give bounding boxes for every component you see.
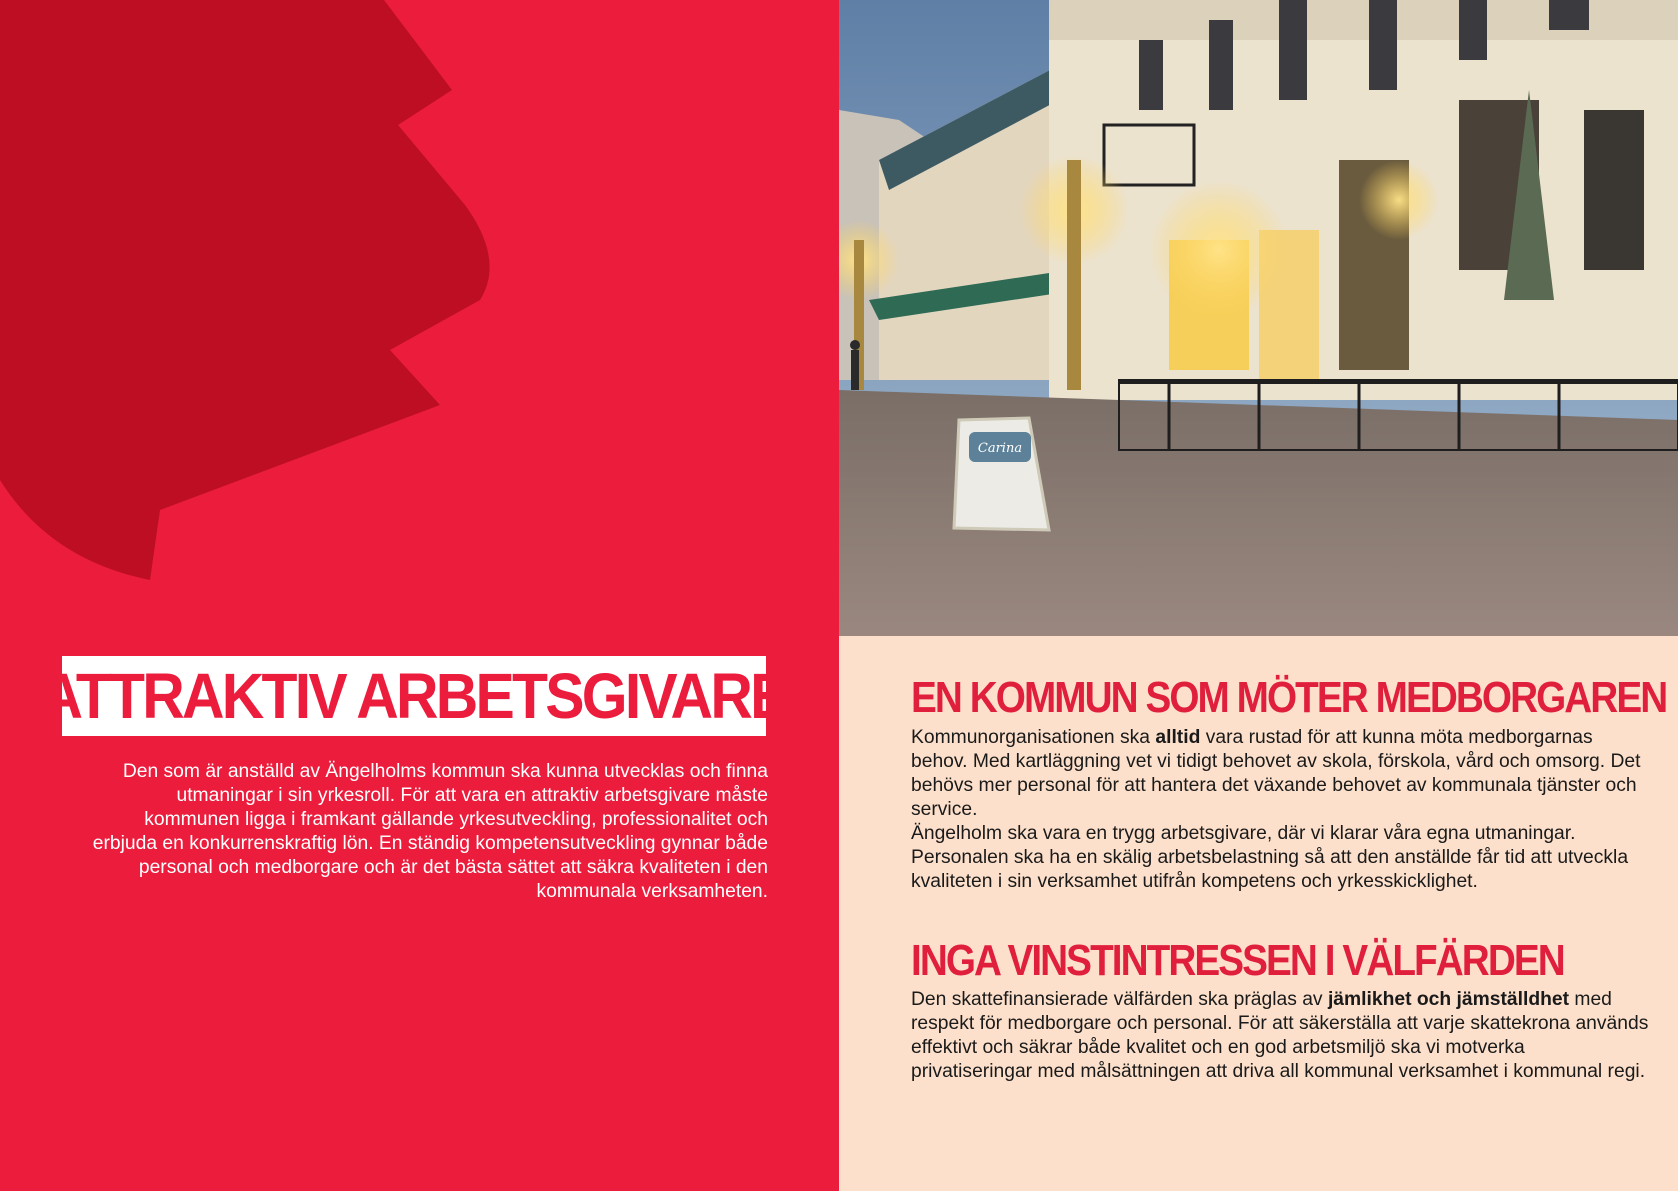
intro-paragraph: Den som är anställd av Ängelholms kommun ska kunna utvecklas och finna utmaningar i sin yrkesroll. För att vara en attraktiv arbetsgivare måste kommunen ligga i framkant gällande yrkesutveckling, professionalitet och erbjuda en konkurrenskraftig lön. En ständig kompetensutveckling gynnar både personal och medborgare och är det bästa sättet att säkra kvaliteten i den kommunala verksamheten.	[92, 761, 768, 902]
section-heading-valfard: INGA VINSTINTRESSEN I VÄLFÄRDEN	[911, 936, 1564, 985]
text-run: vara rustad för att kunna möta medborgarnas behov. Med kartläggning vet vi tidigt behovet av skola, förskola, vård och omsorg. Det behövs mer personal för att hantera det växande behovet av kommunala tjänster och service.	[911, 727, 1641, 820]
section-heading-kommun: EN KOMMUN SOM MÖTER MEDBORGAREN	[911, 673, 1667, 722]
sign-text: Carina	[977, 441, 1023, 456]
page-title: ATTRAKTIV ARBETSGIVARE	[40, 660, 788, 732]
text-run: Ängelholm ska vara en trygg arbetsgivare, där vi klarar våra egna utmaningar. Personalen ska ha en skälig arbetsbelastning så att den anställde får tid att utveckla kvaliteten i sin verksamhet utifrån kompetens och yrkesskicklighet.	[911, 823, 1629, 892]
section-body-valfard	[911, 988, 1651, 1084]
bold-text: jämlikhet och jämställdhet	[1327, 989, 1570, 1010]
text-run: Den skattefinansierade välfärden ska präglas av	[911, 989, 1328, 1010]
section-body-kommun	[911, 726, 1651, 894]
street-photo	[839, 0, 1678, 636]
text-run: med respekt för medborgare och personal. För att säkerställa att varje skattekrona används effektivt och säkrar både kvalitet och en god arbetsmiljö ska vi motverka privatiseringar med målsättningen att driva all kommunal verksamhet i kommunal regi.	[911, 989, 1649, 1082]
title-box	[40, 656, 788, 736]
rose-logo-shape	[0, 0, 520, 580]
text-run: Kommunorganisationen ska	[911, 727, 1156, 748]
bold-text: alltid	[1155, 727, 1201, 748]
right-panel	[839, 0, 1678, 1191]
